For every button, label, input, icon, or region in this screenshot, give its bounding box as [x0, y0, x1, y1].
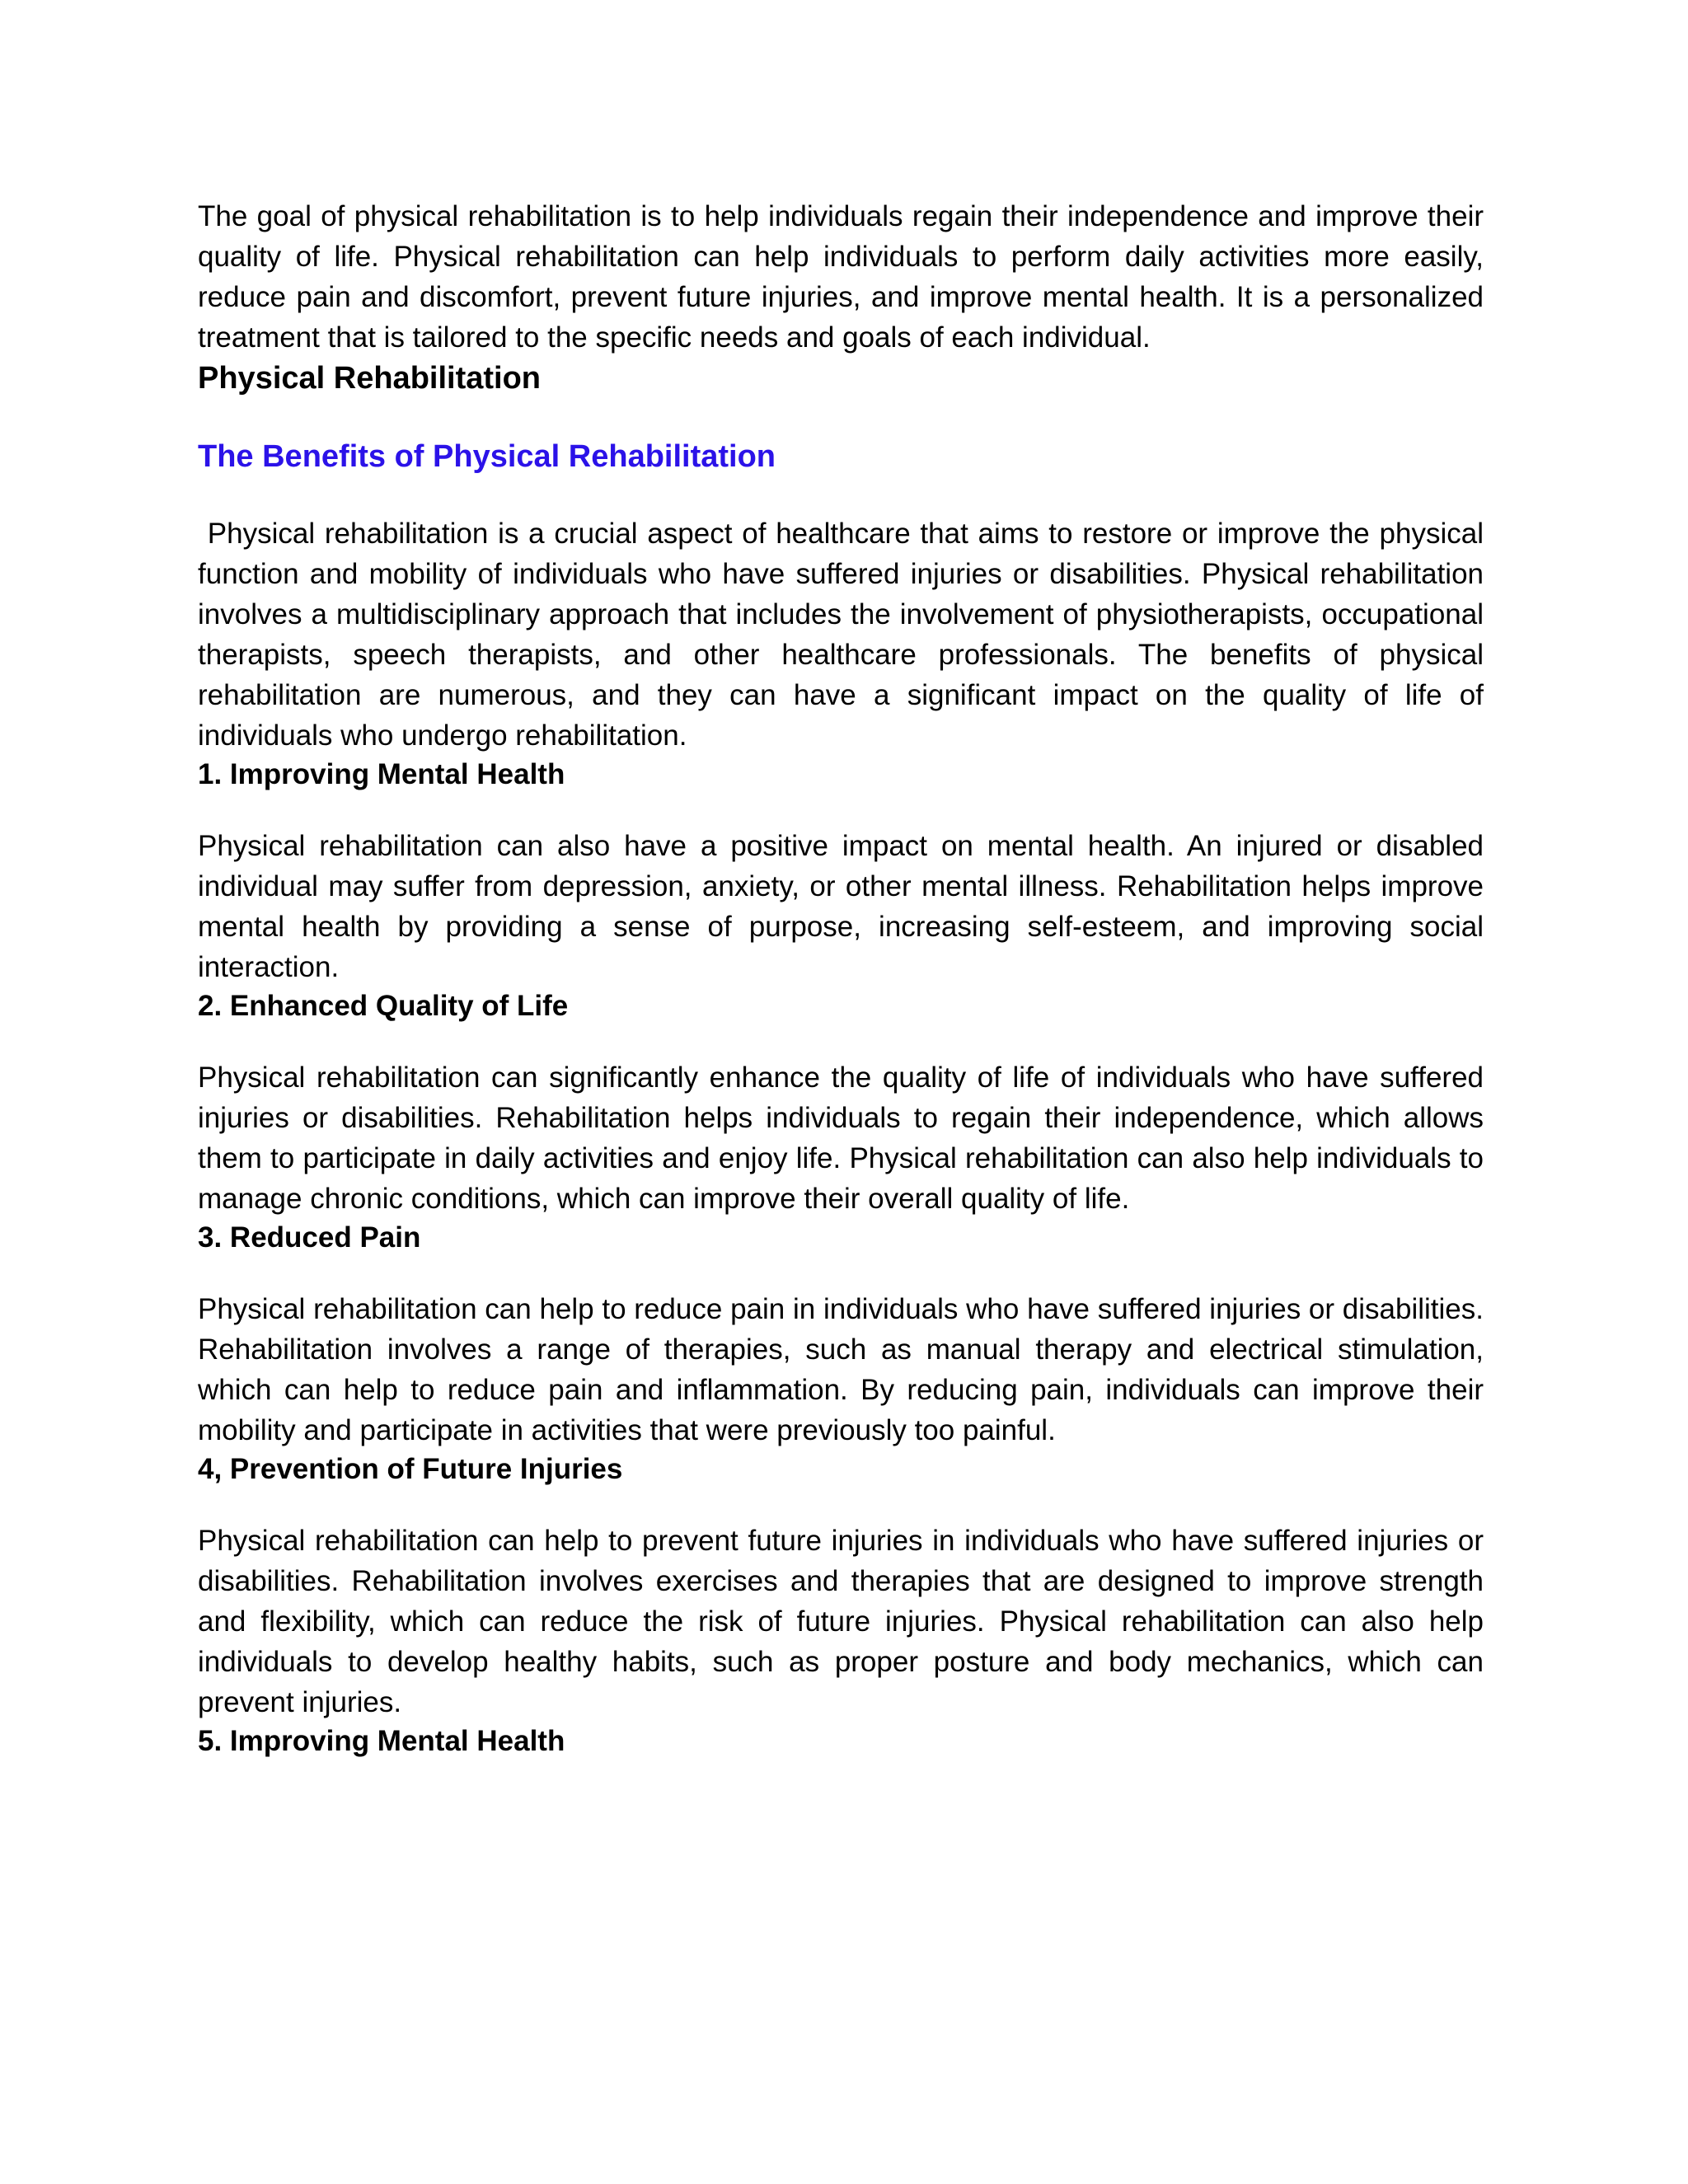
intro-paragraph: The goal of physical rehabilitation is to help individuals regain their independence and improve their quality of life. Physical rehabilitation can help individuals to perform daily activities more easily, reduce pain and discomfort, prevent future injuries, and improve mental health. It is a personalized treatment that is tailored to the specific needs and goals of each individual. [198, 200, 1484, 354]
document-page [198, 196, 1484, 1793]
subtitle: The Benefits of Physical Rehabilitation [198, 439, 776, 474]
item-heading-4: 4, Prevention of Future Injuries [198, 1453, 623, 1485]
item-heading-1: 1. Improving Mental Health [198, 758, 565, 790]
item-text-1: Physical rehabilitation can also have a positive impact on mental health. An injured or disabled individual may suffer from depression, anxiety, or other mental illness. Rehabilitation helps improve mental health by providing a sense of purpose, increasing self-esteem, and improving social interaction. [198, 830, 1484, 983]
lead-paragraph: Physical rehabilitation is a crucial aspect of healthcare that aims to restore or improve the physical function and mobility of individuals who have suffered injuries or disabilities. Physical rehabilitation involves a multidisciplinary approach that includes the involvement of physiotherapists, occupational therapists, speech therapists, and other healthcare professionals. The benefits of physical rehabilitation are numerous, and they can have a significant impact on the quality of life of individuals who undergo rehabilitation. [198, 518, 1484, 752]
item-text-3: Physical rehabilitation can help to reduce pain in individuals who have suffered injuries or disabilities. Rehabilitation involves a range of therapies, such as manual therapy and electrical stimulation, which can help to reduce pain and inflammation. By reducing pain, individuals can improve their mobility and participate in activities that were previously too painful. [198, 1293, 1484, 1446]
item-text-2: Physical rehabilitation can significantly enhance the quality of life of individuals who have suffered injuries or disabilities. Rehabilitation helps individuals to regain their independence, which allows them to participate in daily activities and enjoy life. Physical rehabilitation can also help individuals to manage chronic conditions, which can improve their overall quality of life. [198, 1062, 1484, 1215]
section-title: Physical Rehabilitation [198, 361, 541, 396]
item-heading-5: 5. Improving Mental Health [198, 1725, 565, 1757]
item-text-4: Physical rehabilitation can help to prevent future injuries in individuals who have suffered injuries or disabilities. Rehabilitation involves exercises and therapies that are designed to improve strength and flexibility, which can reduce the risk of future injuries. Physical rehabilitation can also help individuals to develop healthy habits, such as proper posture and body mechanics, which can prevent injuries. [198, 1525, 1484, 1718]
item-heading-3: 3. Reduced Pain [198, 1221, 421, 1254]
item-heading-2: 2. Enhanced Quality of Life [198, 990, 569, 1022]
